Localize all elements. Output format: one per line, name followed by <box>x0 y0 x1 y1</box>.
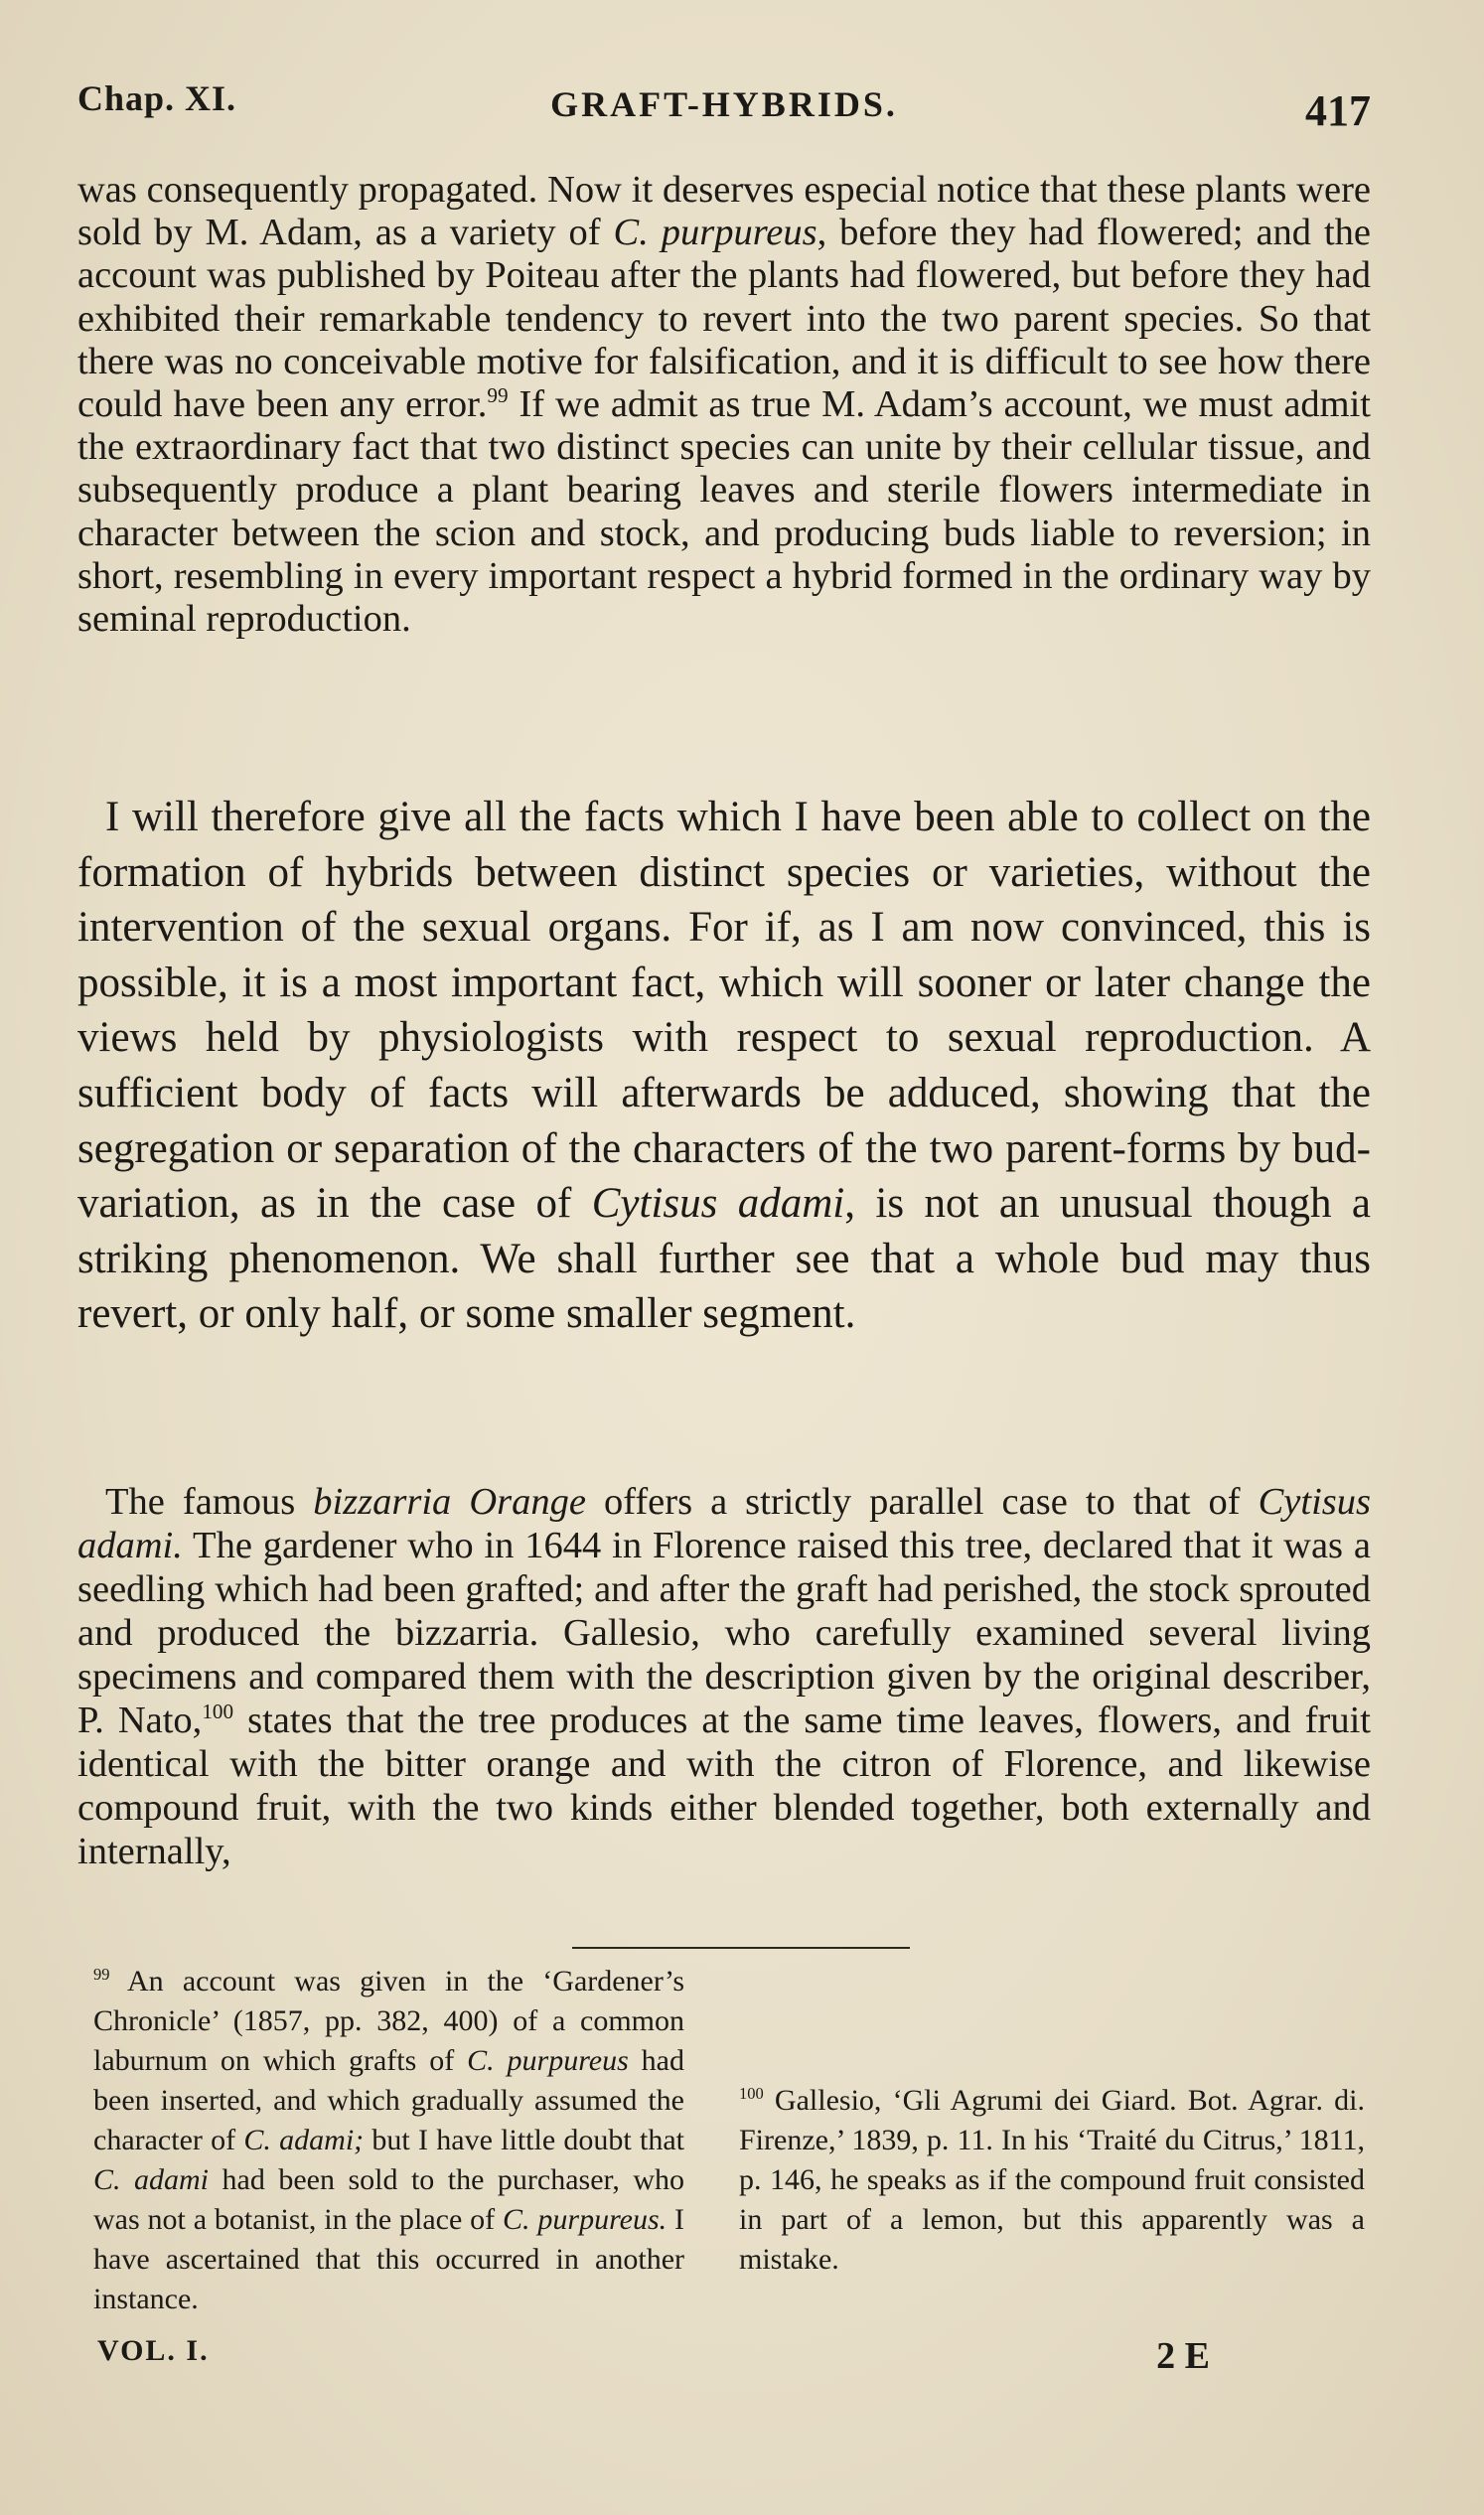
paragraph-1-text-c: If we admit as true M. Adam’s account, we must admit the extraordinary fact that two distinct species can unite by their cellular tissue, and subsequently produce a plant bearing leaves and sterile flowers intermediate in character between the scion and stock, and producing buds liable to reversion; in short, resembling in every important respect a hybrid formed in the ordinary way by seminal reproduction. <box>77 383 1372 641</box>
signature-mark: 2 E <box>1156 2335 1210 2377</box>
paragraph-1-italic: C. purpureus <box>613 212 817 254</box>
footnote-99-text-d: had been sold to the purchaser, who was not a botanist, in the place of <box>93 2163 684 2236</box>
chapter-label: Chap. XI. <box>77 78 237 118</box>
paragraph-3-italic-b: Cytisus adami. <box>77 1481 1371 1566</box>
footnote-100-number: 100 <box>739 2084 764 2103</box>
running-title: GRAFT-HYBRIDS. <box>550 84 898 124</box>
paragraph-1-text-b: , before they had flowered; and the account was published by Poiteau after the plants had flowered, but before they had exhibited their remarkable tendency to revert into the two parent species. So that there was no conceivable motive for falsification, and it is difficult to see how there could have been any error. <box>77 212 1371 426</box>
footnote-99-text-b: had been inserted, and which gradually assumed the character of <box>93 2044 684 2156</box>
paragraph-3-text-b: offers a strictly parallel case to that of <box>585 1481 1259 1523</box>
footnote-column-right <box>739 1962 1365 2280</box>
volume-label: VOL. I. <box>97 2334 210 2367</box>
paragraph-2-italic: Cytisus adami <box>591 1180 845 1228</box>
footnote-99-text-c: but I have little doubt that <box>364 2124 684 2156</box>
footnote-99-number: 99 <box>93 1965 110 1984</box>
footnote-99-italic-1: C. purpureus <box>467 2044 629 2077</box>
footnote-ref-99: 99 <box>487 383 509 408</box>
footnote-99-text-e: I have ascertained that this occurred in another instance. <box>93 2203 684 2315</box>
footnote-100 <box>739 2081 1365 2280</box>
footnote-99-text-a: An account was given in the ‘Gardener’s Chronicle’ (1857, pp. 382, 400) of a common laburnum on which grafts of <box>93 1965 684 2077</box>
footnote-99-italic-4: C. purpureus. <box>503 2203 668 2236</box>
paragraph-3-text-d: states that the tree produces at the same time leaves, flowers, and fruit identical with the bitter orange and with the citron of Florence, and likewise compound fruit, with the two kinds either blended together, both externally and internally, <box>77 1700 1372 1872</box>
footnote-ref-100: 100 <box>202 1700 234 1724</box>
footnote-99-italic-3: C. adami <box>93 2163 210 2196</box>
footnote-divider <box>572 1947 910 1949</box>
running-header <box>77 70 1371 149</box>
paragraph-2-text-a: I will therefore give all the facts which I have been able to collect on the formation of hybrids between distinct species or varieties, without the intervention of the sexual organs. For if, as I am now convinced, this is possible, it is a most important fact, which will sooner or later change the views held by physiologists with respect to sexual reproduction. A sufficient body of facts will afterwards be adduced, showing that the segregation or separation of the characters of the two parent-forms by bud-variation, as in the case of <box>77 794 1371 1228</box>
footnote-100-text: Gallesio, ‘Gli Agrumi dei Giard. Bot. Agrar. di. Firenze,’ 1839, p. 11. In his ‘Traité du Citrus,’ 1811, p. 146, he speaks as if the compound fruit consisted in part of a lemon, but this apparently was a mistake. <box>739 2084 1365 2276</box>
paragraph-3-text-a: The famous <box>105 1481 314 1523</box>
paragraph-1 <box>77 169 1371 641</box>
paragraph-3-text-c: The gardener who in 1644 in Florence raised this tree, declared that it was a seedling which had been grafted; and after the graft had perished, the stock sprouted and produced the bizzarria. Gallesio, who carefully examined several living specimens and compared them with the description given by the original describer, P. Nato, <box>77 1525 1371 1741</box>
paragraph-3-italic-a: bizzarria Orange <box>313 1481 586 1523</box>
paragraph-3 <box>77 1480 1371 1873</box>
paragraph-1-text-a: was consequently propagated. Now it deserves especial notice that these plants were sold by M. Adam, as a variety of <box>77 169 1371 254</box>
footnote-column-left <box>93 1962 684 2319</box>
page-number: 417 <box>1305 86 1371 135</box>
paragraph-2-text-b: , is not an unusual though a striking phenomenon. We shall further see that a whole bud may thus revert, or only half, or some smaller segment. <box>77 1180 1371 1338</box>
paragraph-2 <box>77 790 1371 1342</box>
page-footer <box>97 2334 1210 2384</box>
footnote-99 <box>93 1962 684 2319</box>
footnote-99-italic-2: C. adami; <box>243 2124 365 2156</box>
